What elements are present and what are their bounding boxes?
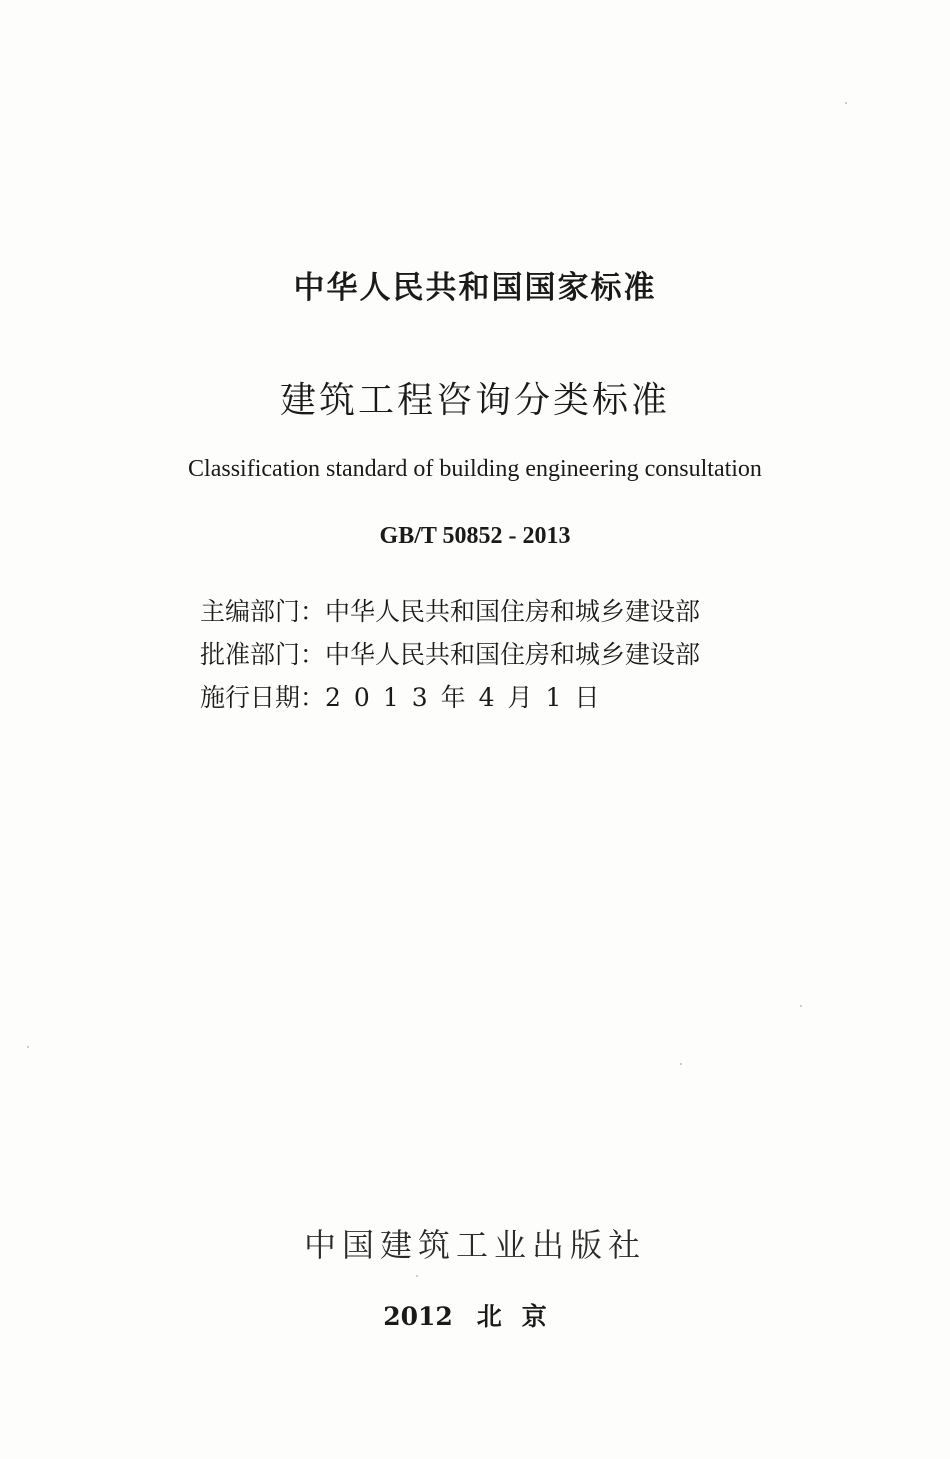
info-block <box>200 590 700 719</box>
scan-speck <box>416 1275 418 1277</box>
publication-city: 北京 <box>476 1302 567 1331</box>
publication-place <box>0 1297 950 1333</box>
title-english: Classification standard of building engineering consultation <box>188 456 762 482</box>
info-value: 中华人民共和国住房和城乡建设部 <box>325 640 701 669</box>
publication-year: 2012 <box>383 1302 453 1331</box>
title-chinese: 建筑工程咨询分类标准 <box>279 380 670 421</box>
publisher: 中国建筑工业出版社 <box>303 1226 646 1264</box>
info-label: 主编部门： <box>200 597 326 626</box>
scan-speck <box>800 1005 802 1007</box>
info-row-editor <box>200 590 700 633</box>
scan-speck <box>680 1063 682 1065</box>
info-label: 施行日期： <box>200 683 326 712</box>
scan-speck <box>27 1046 29 1048</box>
info-value: 2013年4月1日 <box>325 683 613 712</box>
standard-category: 中华人民共和国国家标准 <box>293 270 657 306</box>
info-row-approver <box>200 633 700 676</box>
standard-code: GB/T 50852 - 2013 <box>379 523 571 549</box>
info-value: 中华人民共和国住房和城乡建设部 <box>325 597 701 626</box>
info-row-effective-date <box>200 676 700 719</box>
scan-speck <box>845 102 847 104</box>
info-label: 批准部门： <box>200 640 326 669</box>
